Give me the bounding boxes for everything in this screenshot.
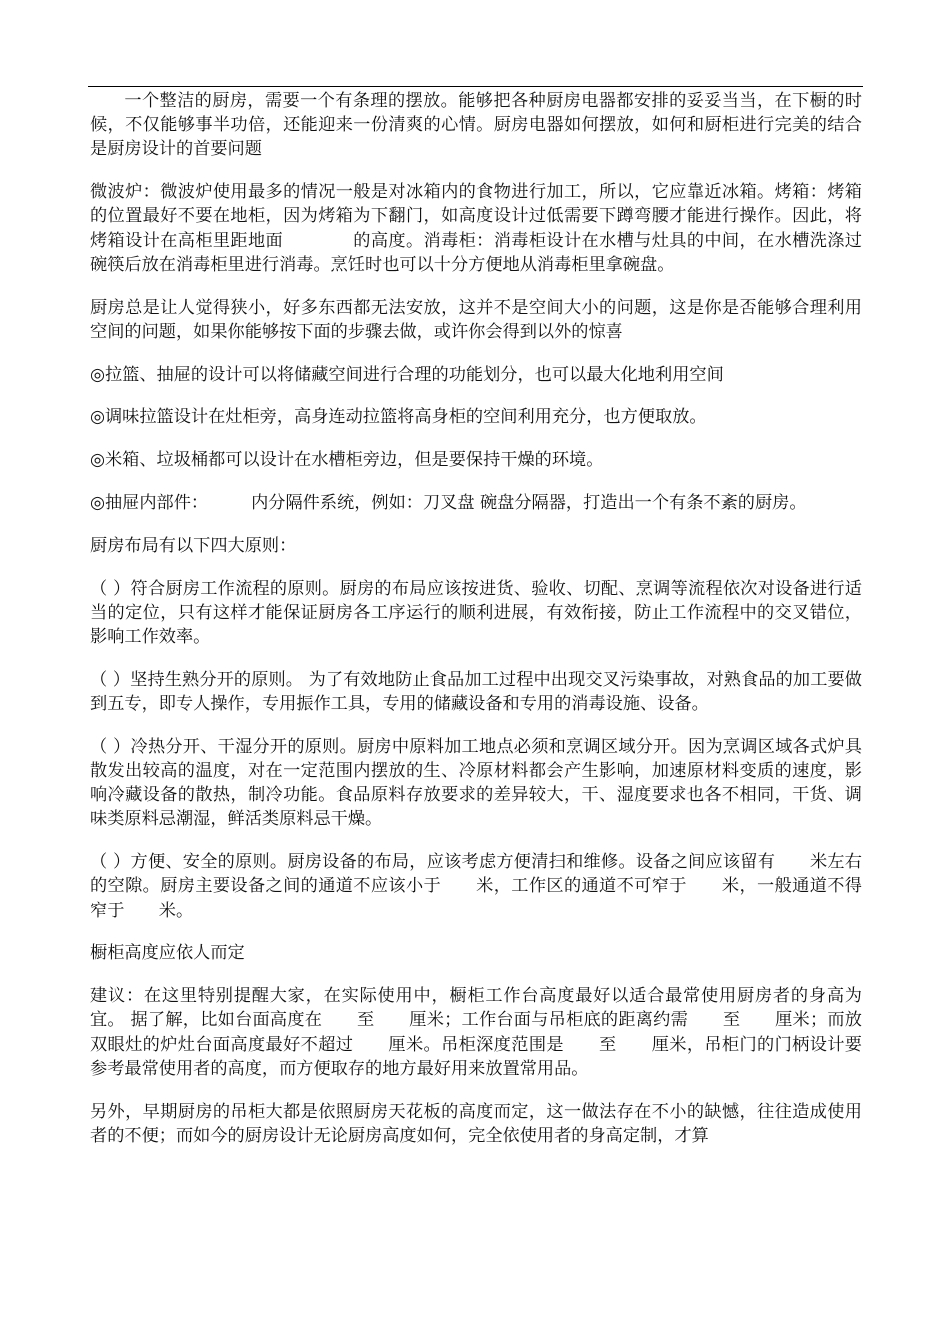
paragraph-gap <box>90 387 862 406</box>
principle-raw-cooked: （ ）坚持生熟分开的原则。 为了有效地防止食品加工过程中出现交叉污染事故，对熟食品的加工要做到五专，即专人操作，专用振作工具，专用的储藏设备和专用的消毒设施、设备。 <box>90 669 862 714</box>
paragraph-gap <box>90 558 862 577</box>
bullet-drawer-parts: ◎抽屉内部件： 内分隔件系统，例如：刀叉盘 碗盘分隔器，打造出一个有条不紊的厨房。 <box>90 493 807 513</box>
paragraph-gap <box>90 277 862 296</box>
bullet-seasoning-basket: ◎调味拉篮设计在灶柜旁，高身连动拉篮将高身柜的空间利用充分，也方便取放。 <box>90 407 707 428</box>
paragraph-gap <box>90 1081 862 1100</box>
paragraph-gap <box>90 430 862 449</box>
paragraph-gap <box>90 344 862 363</box>
principle-hot-cold: （ ）冷热分开、干湿分开的原则。厨房中原料加工地点必须和烹调区域分开。因为烹调区域各式炉具散发出较高的温度，对在一定范围内摆放的生、冷原材料都会产生影响，加速原材料变质的速度，影响冷藏设备的散热，制冷功能。食品原料存放要求的差异较大，干、湿度要求也各不相同，干货、调味类原料忌潮湿，鲜活类原料忌干燥。 <box>90 736 862 830</box>
paragraph-gap <box>90 716 862 735</box>
principle-workflow: （ ）符合厨房工作流程的原则。厨房的布局应该按进货、验收、切配、烹调等流程依次对设备进行适当的定位，只有这样才能保证厨房各工序运行的顺利进展，有效衔接，防止工作流程中的交叉错位，影响工作效率。 <box>90 578 862 647</box>
cabinet-height-heading: 橱柜高度应依人而定 <box>90 943 245 964</box>
closing-paragraph: 另外，早期厨房的吊柜大都是依照厨房天花板的高度而定，这一做法存在不小的缺憾，往往造成使用者的不便；而如今的厨房设计无论厨房高度如何，完全依使用者的身高定制，才算 <box>90 1101 862 1146</box>
appliance-paragraph: 微波炉：微波炉使用最多的情况一般是对冰箱内的食物进行加工，所以，它应靠近冰箱。烤箱：烤箱的位置最好不要在地柜，因为烤箱为下翻门，如高度设计过低需要下蹲弯腰才能进行操作。因此，将烤箱设计在高柜里距地面 的高度。消毒柜：消毒柜设计在水槽与灶具的中间，在水槽洗涤过碗筷后放在消毒柜里进行消毒。烹饪时也可以十分方便地从消毒柜里拿碗盘。 <box>90 182 862 275</box>
bullet-rice-bin: ◎米箱、垃圾桶都可以设计在水槽柜旁边，但是要保持干燥的环境。 <box>90 450 604 471</box>
paragraph-gap <box>90 966 862 985</box>
header-rule <box>88 86 863 87</box>
paragraph-gap <box>90 472 862 491</box>
paragraph-gap <box>90 649 862 668</box>
paragraph-gap <box>90 923 862 942</box>
bullet-basket-drawer: ◎拉篮、抽屉的设计可以将储藏空间进行合理的功能划分，也可以最大化地利用空间 <box>90 364 724 385</box>
principles-heading: 厨房布局有以下四大原则： <box>90 535 297 556</box>
document-body <box>90 89 862 1148</box>
intro-paragraph: 一个整洁的厨房，需要一个有条理的摆放。能够把各种厨房电器都安排的妥妥当当，在下橱的时候，不仅能够事半功倍，还能迎来一份清爽的心情。厨房电器如何摆放，如何和厨柜进行完美的结合是厨房设计的首要问题 <box>90 91 862 160</box>
paragraph-gap <box>90 515 862 534</box>
paragraph-gap <box>90 162 862 181</box>
space-paragraph: 厨房总是让人觉得狭小，好多东西都无法安放，这并不是空间大小的问题，这是你是否能够合理利用空间的问题，如果你能够按下面的步骤去做，或许你会得到以外的惊喜 <box>90 297 862 342</box>
recommendation-paragraph: 建议：在这里特别提醒大家，在实际使用中，橱柜工作台高度最好以适合最常使用厨房者的身高为宜。 据了解，比如台面高度在 至 厘米；工作台面与吊柜底的距离约需 至 厘米；而放双眼灶的炉灶台面高度最好不超过 厘米。吊柜深度范围是 至 厘米，吊柜门的门柄设计要参考最常使用者的高度，而方便取存的地方最好用来放置常用品。 <box>90 986 862 1079</box>
principle-safety: （ ）方便、安全的原则。厨房设备的布局，应该考虑方便清扫和维修。设备之间应该留有 米左右的空隙。厨房主要设备之间的通道不应该小于 米，工作区的通道不可窄于 米，一般通道不得窄于 米。 <box>90 852 862 921</box>
paragraph-gap <box>90 832 862 851</box>
